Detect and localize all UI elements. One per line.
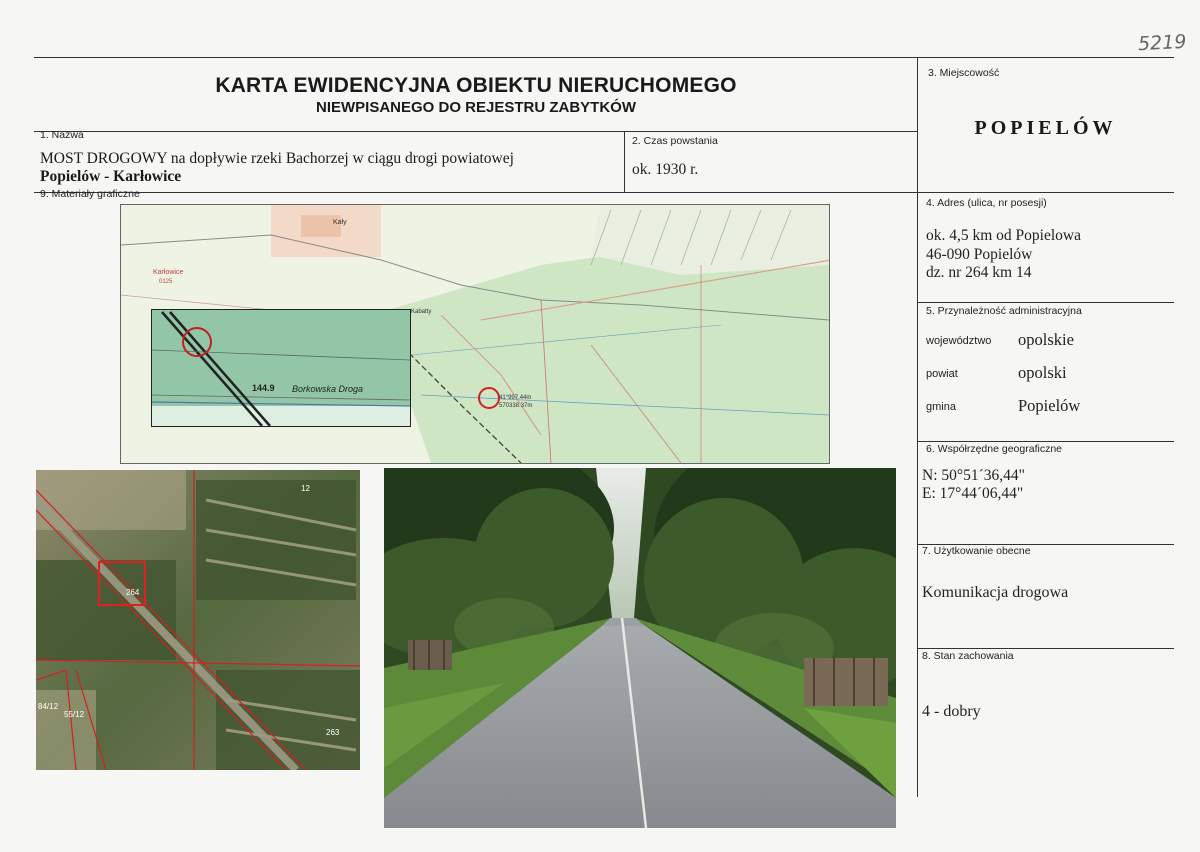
- map-label-kabatty: Kabatty: [411, 309, 432, 315]
- admin-bottom-rule: [917, 441, 1174, 442]
- field-label-adres: 4. Adres (ulica, nr posesji): [926, 197, 1047, 209]
- inset-number: 144.9: [252, 383, 275, 393]
- field-value-nazwa-line2: Popielów - Karłowice: [40, 168, 182, 185]
- name-bottom-rule: [34, 192, 1174, 193]
- map-label-karlowice-code: 0125: [159, 279, 173, 285]
- road-photo: [384, 468, 896, 828]
- card-title: KARTA EWIDENCYJNA OBIEKTU NIERUCHOMEGO: [215, 74, 737, 97]
- value-stan: 4 - dobry: [922, 703, 981, 720]
- value-longitude: E: 17°44´06,44": [922, 485, 1024, 502]
- field-value-nazwa-line1: [40, 150, 514, 168]
- parcel-label-left2: 55/12: [64, 710, 85, 719]
- aerial-photo: [36, 470, 360, 770]
- value-wojewodztwo: opolskie: [1018, 330, 1074, 349]
- field-label-uzytkowanie: 7. Użytkowanie obecne: [922, 545, 1031, 557]
- map-coord-2: 570338.37m: [499, 403, 533, 409]
- address-bottom-rule: [917, 302, 1174, 303]
- field-label-nazwa: 1. Nazwa: [40, 129, 84, 141]
- field-value-adres-line1: ok. 4,5 km od Popielowa: [926, 227, 1081, 244]
- nazwa-line1-text: MOST DROGOWY na dopływie rzeki Bachorzej w ciągu drogi powiatowej: [40, 150, 514, 167]
- map-inset: [151, 309, 411, 427]
- usage-bottom-rule: [917, 648, 1174, 649]
- topographic-map: [120, 204, 830, 464]
- map-label-karlowice: Karłowice: [153, 269, 184, 276]
- field-label-czas: 2. Czas powstania: [632, 135, 718, 147]
- field-value-adres-line3: dz. nr 264 km 14: [926, 264, 1032, 281]
- right-column-divider: [917, 57, 918, 797]
- field-label-wspolrzedne: 6. Współrzędne geograficzne: [926, 443, 1062, 455]
- field-label-miejscowosc: 3. Miejscowość: [928, 67, 1000, 79]
- parcel-label-top: 12: [301, 484, 310, 493]
- parcel-label-main: 264: [126, 588, 140, 597]
- document-number: 5219: [1137, 30, 1187, 56]
- field-label-przynaleznosc: 5. Przynależność administracyjna: [926, 305, 1082, 317]
- map-label-kaly: Kały: [333, 219, 347, 226]
- inset-road-label: Borkowska Droga: [292, 384, 364, 394]
- top-rule: [34, 57, 1174, 58]
- label-gmina: gmina: [926, 401, 956, 413]
- value-powiat: opolski: [1018, 363, 1067, 382]
- map-coord-1: 41°997.44m: [499, 395, 532, 401]
- field-label-materialy: 9. Materiały graficzne: [40, 188, 140, 200]
- card-subtitle: NIEWPISANEGO DO REJESTRU ZABYTKÓW: [315, 99, 637, 116]
- field-value-czas: ok. 1930 r.: [632, 161, 699, 178]
- value-gmina: Popielów: [1018, 396, 1081, 415]
- parcel-label-bottom: 263: [326, 728, 340, 737]
- label-wojewodztwo: województwo: [926, 335, 992, 347]
- parcel-label-left: 84/12: [38, 702, 59, 711]
- field-value-adres-line2: 46-090 Popielów: [926, 246, 1033, 263]
- field-value-miejscowosc: POPIELÓW: [974, 117, 1117, 139]
- field-label-stan: 8. Stan zachowania: [922, 650, 1014, 662]
- label-powiat: powiat: [926, 368, 958, 380]
- value-uzytkowanie: Komunikacja drogowa: [922, 584, 1069, 601]
- title-bottom-rule: [34, 131, 918, 132]
- value-latitude: N: 50°51´36,44": [922, 467, 1025, 484]
- name-time-divider: [624, 131, 625, 192]
